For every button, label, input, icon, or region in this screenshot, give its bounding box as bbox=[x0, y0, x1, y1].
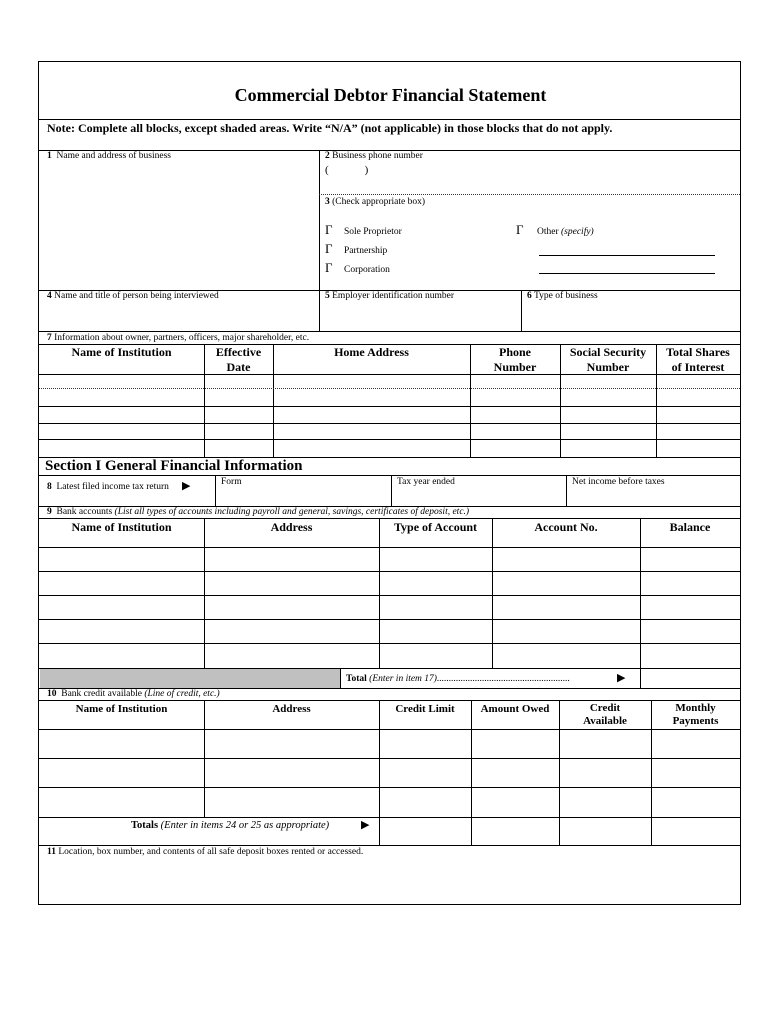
owners-col-ssn: Social Security Number bbox=[569, 345, 647, 374]
item-8-label: 8 Latest filed income tax return bbox=[47, 482, 169, 492]
credit-col-monthly-payments: Monthly Payments bbox=[672, 702, 719, 727]
credit-col-amount-owed: Amount Owed bbox=[480, 703, 550, 715]
arrow-right-icon: ▶ bbox=[361, 819, 370, 831]
other-specify-line-1[interactable] bbox=[539, 255, 715, 256]
credit-row-divider bbox=[39, 729, 740, 730]
bank-col-name: Name of Institution bbox=[71, 520, 172, 534]
financial-statement-form bbox=[38, 61, 741, 905]
divider bbox=[559, 700, 560, 845]
owners-col-home-address: Home Address bbox=[334, 345, 409, 359]
divider bbox=[319, 194, 740, 195]
form-label: Form bbox=[221, 477, 242, 487]
divider bbox=[521, 290, 522, 331]
item-3-label: 3 (Check appropriate box) bbox=[325, 197, 425, 207]
divider bbox=[391, 475, 392, 506]
item-6-label: 6 Type of business bbox=[527, 291, 598, 301]
divider bbox=[566, 475, 567, 506]
section-1-title: Section I General Financial Information bbox=[45, 458, 303, 474]
item-4-label: 4 Name and title of person being interviewed bbox=[47, 291, 219, 301]
divider bbox=[492, 518, 493, 668]
item-9-label: 9 Bank accounts (List all types of accounts including payroll and general, savings, certificates of deposit, etc.) bbox=[47, 507, 470, 517]
form-title: Commercial Debtor Financial Statement bbox=[234, 85, 547, 105]
divider bbox=[470, 344, 471, 457]
divider bbox=[204, 518, 205, 668]
divider bbox=[39, 331, 740, 332]
divider bbox=[340, 668, 341, 688]
divider bbox=[640, 518, 641, 688]
bank-row-divider bbox=[39, 571, 740, 572]
corporation-label: Corporation bbox=[344, 265, 390, 275]
divider bbox=[215, 475, 216, 506]
phone-area-code-field[interactable]: ( ) bbox=[325, 164, 369, 176]
owners-row-divider bbox=[39, 406, 740, 407]
corporation-checkbox[interactable]: Γ bbox=[325, 260, 333, 275]
item-11-label: 11 Location, box number, and contents of all safe deposit boxes rented or accessed. bbox=[47, 847, 364, 857]
credit-row-divider bbox=[39, 787, 740, 788]
tax-year-label: Tax year ended bbox=[397, 477, 455, 487]
bank-col-type: Type of Account bbox=[393, 520, 478, 534]
bank-col-balance: Balance bbox=[669, 520, 711, 534]
bank-total-label: Total (Enter in item 17)........................................................ bbox=[346, 674, 570, 684]
credit-totals-label: Totals (Enter in items 24 or 25 as appropriate) bbox=[131, 820, 330, 831]
owners-row-divider bbox=[39, 388, 740, 389]
arrow-right-icon: ▶ bbox=[182, 480, 191, 492]
other-label: Other (specify) bbox=[537, 227, 594, 237]
divider bbox=[39, 518, 740, 519]
bank-row-divider bbox=[39, 619, 740, 620]
divider bbox=[651, 700, 652, 845]
bank-col-address: Address bbox=[270, 520, 313, 534]
partnership-checkbox[interactable]: Γ bbox=[325, 241, 333, 256]
credit-col-name: Name of Institution bbox=[75, 703, 168, 715]
divider bbox=[560, 344, 561, 457]
other-checkbox[interactable]: Γ bbox=[516, 222, 524, 237]
divider bbox=[656, 344, 657, 457]
safe-deposit-field[interactable] bbox=[45, 862, 735, 900]
item-10-label: 10 Bank credit available (Line of credit, etc.) bbox=[47, 689, 220, 699]
credit-col-available: Credit Available bbox=[583, 702, 627, 727]
divider bbox=[39, 700, 740, 701]
partnership-label: Partnership bbox=[344, 246, 388, 256]
credit-col-address: Address bbox=[272, 703, 311, 715]
divider bbox=[273, 344, 274, 457]
credit-col-limit: Credit Limit bbox=[395, 703, 455, 715]
owners-col-effective-date: Effective Date bbox=[215, 345, 262, 374]
owners-row-divider bbox=[39, 374, 740, 375]
form-note: Note: Complete all blocks, except shaded areas. Write “N/A” (not applicable) in those blocks that do not apply. bbox=[47, 121, 613, 135]
net-income-label: Net income before taxes bbox=[572, 477, 665, 487]
item-1-label: 1 Name and address of business bbox=[47, 151, 172, 161]
divider bbox=[204, 344, 205, 457]
arrow-right-icon: ▶ bbox=[617, 672, 626, 684]
item-5-label: 5 Employer identification number bbox=[325, 291, 455, 301]
divider bbox=[319, 290, 320, 331]
owners-row-divider bbox=[39, 423, 740, 424]
other-specify-line-2[interactable] bbox=[539, 273, 715, 274]
item-2-label: 2 Business phone number bbox=[325, 151, 423, 161]
owners-col-name: Name of Institution bbox=[71, 345, 172, 359]
divider bbox=[379, 700, 380, 845]
shaded-area bbox=[40, 669, 340, 688]
bank-row-divider bbox=[39, 643, 740, 644]
bank-row-divider bbox=[39, 547, 740, 548]
owners-row-divider bbox=[39, 439, 740, 440]
divider bbox=[39, 475, 740, 476]
credit-row-divider bbox=[39, 758, 740, 759]
divider bbox=[39, 119, 740, 120]
divider bbox=[39, 845, 740, 846]
bank-col-account-no: Account No. bbox=[534, 520, 598, 534]
sole-proprietor-label: Sole Proprietor bbox=[344, 227, 402, 237]
sole-proprietor-checkbox[interactable]: Γ bbox=[325, 222, 333, 237]
owners-col-phone: Phone Number bbox=[493, 345, 537, 374]
owners-col-shares: Total Shares of Interest bbox=[666, 345, 730, 374]
divider bbox=[319, 150, 320, 290]
divider bbox=[379, 518, 380, 668]
divider bbox=[39, 817, 740, 818]
bank-row-divider bbox=[39, 595, 740, 596]
divider bbox=[471, 700, 472, 845]
item-7-label: 7 Information about owner, partners, officers, major shareholder, etc. bbox=[47, 333, 310, 343]
